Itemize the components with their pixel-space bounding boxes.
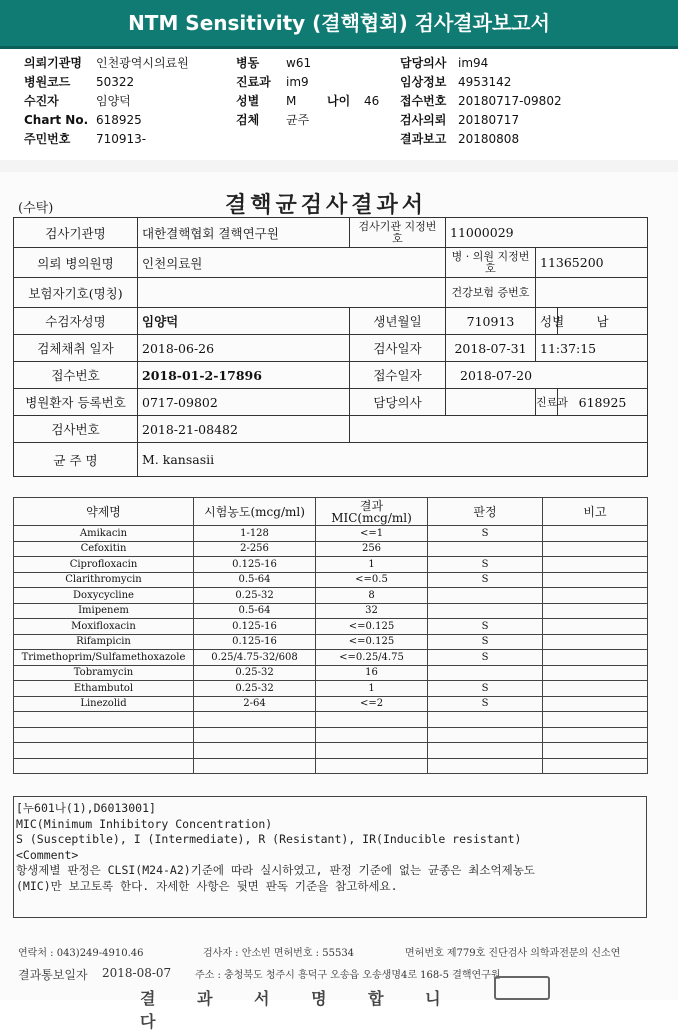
patient-name-value: 임양덕 [138, 308, 350, 335]
table-row [14, 743, 648, 759]
exam-no-empty [350, 416, 648, 443]
species-value: M. kansasii [138, 443, 648, 477]
insurance-value [138, 278, 446, 308]
cell-remark [543, 650, 648, 666]
cell-conc [194, 758, 316, 774]
header-field-label: 담당의사 [400, 56, 447, 70]
cell-remark [543, 588, 648, 604]
req-no-value: 11365200 [536, 248, 648, 278]
header-field [24, 56, 189, 70]
header-field-label: 검체 [236, 113, 260, 127]
header-field-label: 병원코드 [24, 75, 71, 89]
header-field-value: 20180808 [458, 132, 520, 146]
report-title: 결핵균검사결과서 [225, 192, 428, 218]
header-field-label: 수진자 [24, 94, 59, 108]
dept-value: 618925 [558, 389, 648, 416]
header-field-label: 주민번호 [24, 132, 71, 146]
test-date-value: 2018-07-31 [446, 335, 536, 362]
cell-remark [543, 758, 648, 774]
cell-judge [428, 743, 543, 759]
header-field [236, 75, 309, 89]
doctor-label: 담당의사 [350, 389, 446, 416]
susceptibility-rows [14, 526, 648, 774]
header-field [236, 113, 309, 127]
cell-judge [428, 712, 543, 728]
doctor-value [446, 389, 536, 416]
cell-judge: S [428, 650, 543, 666]
exam-no-label: 검사번호 [14, 416, 138, 443]
cell-mic: <=0.125 [316, 619, 428, 635]
header-field-label: 임상정보 [400, 75, 447, 89]
cell-mic: <=1 [316, 526, 428, 542]
exam-no-value: 2018-21-08482 [138, 416, 350, 443]
cell-judge [428, 727, 543, 743]
req-label: 의뢰 병의원명 [14, 248, 138, 278]
collect-date-value: 2018-06-26 [138, 335, 350, 362]
cell-mic: 32 [316, 603, 428, 619]
cell-conc [194, 743, 316, 759]
header-field [400, 94, 562, 108]
table-row [14, 588, 648, 604]
footer-examiner: 검사자 : 안소빈 면허번호 : 55534 [203, 948, 355, 959]
footer-notify-label: 결과통보일자 [18, 968, 88, 982]
cell-judge: S [428, 681, 543, 697]
cell-judge: S [428, 526, 543, 542]
footer-contact: 연락처 : 043)249-4910.46 [18, 948, 144, 959]
cell-mic: <=0.25/4.75 [316, 650, 428, 666]
col-judge-header: 판정 [428, 498, 543, 526]
note-line: 항생제별 판정은 CLSI(M24-A2)기준에 따라 실시하였고, 판정 기준에 없는 균종은 최소억제농도 [16, 863, 535, 877]
table-row [14, 526, 648, 542]
header-field-value: 710913- [96, 132, 147, 146]
header-field-label: 검사의뢰 [400, 113, 447, 127]
table-row [14, 603, 648, 619]
cell-mic: 8 [316, 588, 428, 604]
report-subtitle: (수탁) [18, 201, 54, 216]
cell-conc: 0.125-16 [194, 634, 316, 650]
cell-judge: S [428, 696, 543, 712]
cell-conc [194, 727, 316, 743]
cell-remark [543, 541, 648, 557]
header-field [24, 75, 134, 89]
col-mic-header: 결과 MIC(mcg/ml) [316, 498, 428, 526]
cell-mic: <=2 [316, 696, 428, 712]
cell-conc: 0.25/4.75-32/608 [194, 650, 316, 666]
cell-judge [428, 588, 543, 604]
header-field [400, 75, 511, 89]
cell-mic [316, 758, 428, 774]
birth-value: 710913 [446, 308, 536, 335]
table-row [14, 572, 648, 588]
insurance-label: 보험자기호(명칭) [14, 278, 138, 308]
test-time-value: 11:37:15 [536, 335, 648, 362]
cell-judge: S [428, 619, 543, 635]
table-row [14, 681, 648, 697]
sex-label: 성별 [536, 308, 558, 335]
header-field-label: 결과보고 [400, 132, 447, 146]
susceptibility-table [13, 497, 648, 774]
cell-remark [543, 681, 648, 697]
dept-label: 진료과 [536, 389, 558, 416]
table-row [14, 665, 648, 681]
note-line: <Comment> [16, 847, 79, 862]
footer-cut-text: 결 과 서 명 합 니 다 [140, 989, 459, 1031]
cell-conc: 2-256 [194, 541, 316, 557]
header-field-label: 의뢰기관명 [24, 56, 82, 70]
header-field [236, 94, 296, 108]
header-age-value: 46 [364, 94, 380, 108]
cell-conc: 2-64 [194, 696, 316, 712]
header-field-label: 성별 [236, 94, 260, 108]
inst-no-label: 검사기관 지정번호 [350, 218, 446, 248]
header-field-value: 4953142 [458, 75, 512, 89]
cell-mic: 1 [316, 681, 428, 697]
header-field [24, 113, 142, 127]
cell-drug [14, 712, 194, 728]
header-field-value: 20180717 [458, 113, 520, 127]
cell-remark [543, 634, 648, 650]
cell-mic: <=0.125 [316, 634, 428, 650]
header-age-label: 나이 [327, 94, 351, 108]
header-field [24, 94, 131, 108]
header-field-label: 진료과 [236, 75, 271, 89]
receipt-date-label: 접수일자 [350, 362, 446, 389]
cell-mic [316, 727, 428, 743]
cell-remark [543, 572, 648, 588]
collect-date-label: 검체채취 일자 [14, 335, 138, 362]
table-row [14, 727, 648, 743]
cell-drug [14, 727, 194, 743]
cell-drug: Moxifloxacin [14, 619, 194, 635]
cell-drug: Doxycycline [14, 588, 194, 604]
header-field-value: 균주 [286, 113, 310, 127]
birth-label: 생년월일 [350, 308, 446, 335]
cell-mic: 1 [316, 557, 428, 573]
cell-judge: S [428, 572, 543, 588]
cell-drug: Tobramycin [14, 665, 194, 681]
header-field-label: Chart No. [24, 113, 89, 127]
sex-value: 남 [558, 308, 648, 335]
inst-label: 검사기관명 [14, 218, 138, 248]
cell-conc: 0.25-32 [194, 681, 316, 697]
note-line: MIC(Minimum Inhibitory Concentration) [16, 816, 273, 831]
header-age [327, 94, 379, 108]
seal-stamp [494, 976, 550, 1000]
header-field [24, 132, 146, 146]
cell-conc: 0.25-32 [194, 588, 316, 604]
header-field-value: M [286, 94, 297, 108]
header-field-value: im94 [458, 56, 489, 70]
cell-drug: Trimethoprim/Sulfamethoxazole [14, 650, 194, 666]
header-field-value: w61 [286, 56, 312, 70]
cell-conc [194, 712, 316, 728]
patient-info-table [13, 217, 648, 477]
cell-drug: Ciprofloxacin [14, 557, 194, 573]
header-field-value: 임양덕 [96, 94, 131, 108]
cell-drug [14, 758, 194, 774]
table-row [14, 758, 648, 774]
cell-conc: 0.25-32 [194, 665, 316, 681]
registration-no-value: 0717-09802 [138, 389, 350, 416]
health-no-value [536, 278, 648, 308]
cell-drug: Linezolid [14, 696, 194, 712]
cell-remark [543, 619, 648, 635]
cell-mic [316, 712, 428, 728]
cell-mic: 16 [316, 665, 428, 681]
cell-remark [543, 696, 648, 712]
header-field [400, 132, 519, 146]
cell-conc: 0.5-64 [194, 572, 316, 588]
table-row [14, 619, 648, 635]
header-field-label: 접수번호 [400, 94, 447, 108]
cell-drug [14, 743, 194, 759]
table-row [14, 712, 648, 728]
table-row [14, 650, 648, 666]
report-banner: NTM Sensitivity (결핵협회) 검사결과보고서 [0, 0, 678, 49]
cell-mic [316, 743, 428, 759]
notes-box [13, 796, 647, 918]
cell-judge [428, 665, 543, 681]
cell-drug: Ethambutol [14, 681, 194, 697]
table-row [14, 541, 648, 557]
header-field-label: 병동 [236, 56, 260, 70]
cell-remark [543, 603, 648, 619]
header-field-value: 20180717-09802 [458, 94, 562, 108]
cell-remark [543, 727, 648, 743]
receipt-date-value: 2018-07-20 [446, 362, 648, 389]
cell-judge: S [428, 557, 543, 573]
req-no-label: 병 · 의원 지정번호 [446, 248, 536, 278]
registration-no-label: 병원환자 등록번호 [14, 389, 138, 416]
req-value: 인천의료원 [138, 248, 446, 278]
cell-judge [428, 758, 543, 774]
note-line: (MIC)만 보고토록 한다. 자세한 사항은 뒷면 판독 기준을 참고하세요. [16, 878, 398, 893]
note-line: S (Susceptible), I (Intermediate), R (Resistant), IR(Inducible resistant) [16, 832, 522, 846]
table-row [14, 634, 648, 650]
cell-drug: Amikacin [14, 526, 194, 542]
patient-name-label: 수검자성명 [14, 308, 138, 335]
note-line: [누601나(1),D6013001] [16, 801, 156, 815]
header-field-value: 50322 [96, 75, 135, 89]
cell-remark [543, 526, 648, 542]
species-label: 균 주 명 [14, 443, 138, 477]
header-field [236, 56, 311, 70]
cell-judge: S [428, 634, 543, 650]
cell-conc: 0.125-16 [194, 619, 316, 635]
section-separator [0, 160, 678, 172]
health-no-label: 건강보험 증번호 [446, 278, 536, 308]
cell-drug: Rifampicin [14, 634, 194, 650]
header-field [400, 56, 488, 70]
cell-mic: 256 [316, 541, 428, 557]
inst-value: 대한결핵협회 결핵연구원 [138, 218, 350, 248]
header-field-value: 인천광역시의료원 [96, 56, 189, 70]
col-remark-header: 비고 [543, 498, 648, 526]
inst-no-value: 11000029 [446, 218, 648, 248]
footer-notify-date: 2018-08-07 [102, 966, 172, 980]
footer-license: 면허번호 제779호 진단검사 의학과전문의 신소연 [405, 948, 621, 959]
cell-conc: 0.5-64 [194, 603, 316, 619]
cell-mic: <=0.5 [316, 572, 428, 588]
receipt-no-label: 접수번호 [14, 362, 138, 389]
col-drug-header: 약제명 [14, 498, 194, 526]
cell-remark [543, 743, 648, 759]
receipt-no-value: 2018-01-2-17896 [138, 362, 350, 389]
cell-drug: Imipenem [14, 603, 194, 619]
table-row [14, 557, 648, 573]
cell-drug: Cefoxitin [14, 541, 194, 557]
cell-drug: Clarithromycin [14, 572, 194, 588]
cell-remark [543, 665, 648, 681]
header-field-value: im9 [286, 75, 309, 89]
cell-judge [428, 603, 543, 619]
col-conc-header: 시험농도(mcg/ml) [194, 498, 316, 526]
footer-address: 주소 : 충청북도 청주시 흥덕구 오송읍 오송생명4로 168-5 결핵연구원 [195, 970, 501, 981]
cell-conc: 1-128 [194, 526, 316, 542]
test-date-label: 검사일자 [350, 335, 446, 362]
cell-remark [543, 712, 648, 728]
cell-judge [428, 541, 543, 557]
header-field [400, 113, 519, 127]
table-row [14, 696, 648, 712]
header-field-value: 618925 [96, 113, 142, 127]
cell-remark [543, 557, 648, 573]
cell-conc: 0.125-16 [194, 557, 316, 573]
